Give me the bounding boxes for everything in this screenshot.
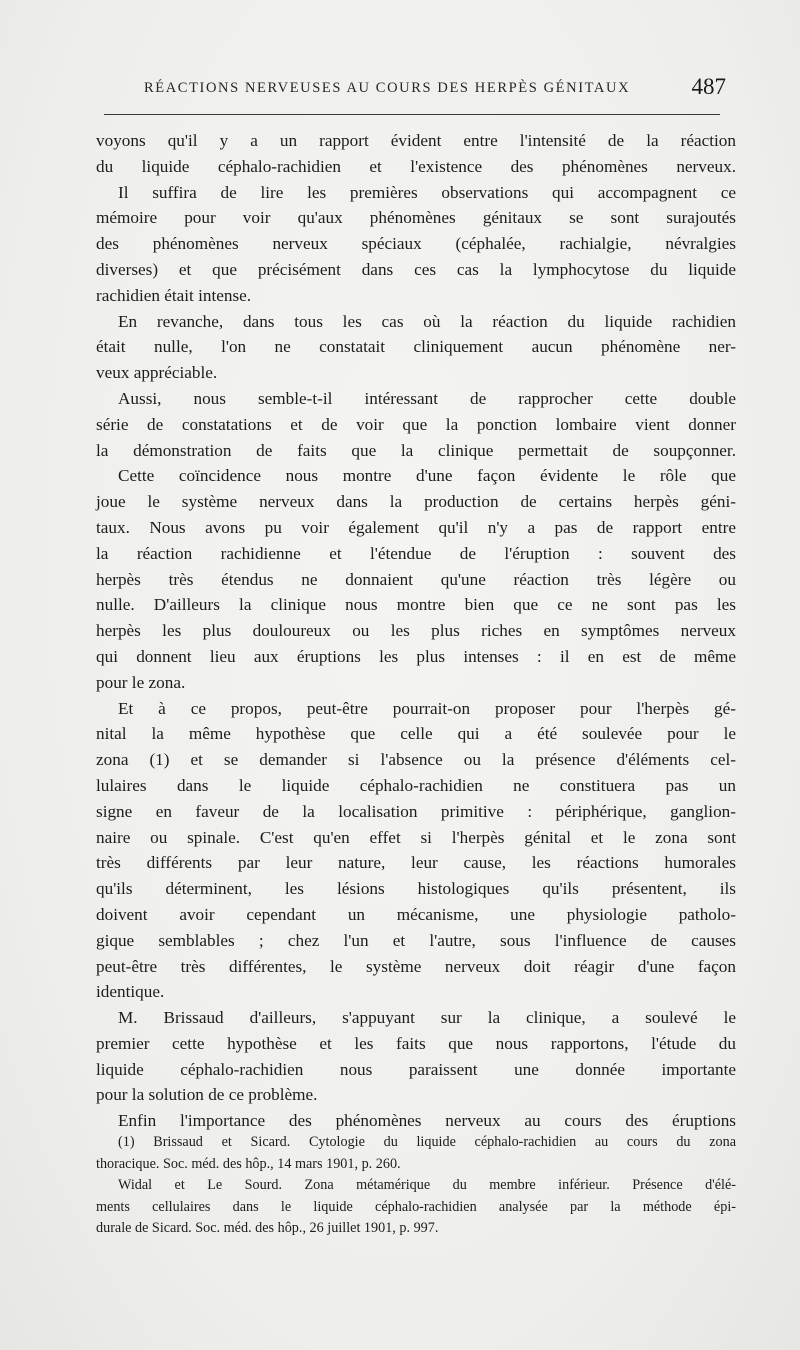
text-line: premier cette hypothèse et les faits que nous rapportons, l'étude du [96,1033,736,1053]
footnote-line: ments cellulaires dans le liquide céphalo-rachidien analysée par la méthode épi- [96,1198,736,1215]
text-line: voyons qu'il y a un rapport évident entre l'intensité de la réaction [96,131,736,150]
text-line: pour le zona. [96,672,186,692]
text-line: mémoire pour voir qu'aux phénomènes génitaux se sont surajoutés [96,208,736,228]
text-line: qui donnent lieu aux éruptions les plus intenses : il en est de même [96,646,736,666]
text-line: la réaction rachidienne et l'étendue de l'éruption : souvent des [96,543,736,563]
text-line: zona (1) et se demander si l'absence ou la présence d'éléments cel- [96,750,736,770]
text-line: taux. Nous avons pu voir également qu'il n'y a pas de rapport entre [96,517,736,537]
text-line: liquide céphalo-rachidien nous paraissent une donnée importante [96,1059,736,1079]
text-line: du liquide céphalo-rachidien et l'existence des phénomènes nerveux. [96,156,736,176]
footnote-line: durale de Sicard. Soc. méd. des hôp., 26 juillet 1901, p. 997. [96,1220,439,1236]
text-line: joue le système nerveux dans la production de certains herpès géni- [96,492,736,512]
footnotes [96,1132,736,1240]
text-line: Enfin l'importance des phénomènes nerveux au cours des éruptions [118,1111,736,1131]
text-line: peut-être très différentes, le système nerveux doit réagir d'une façon [96,956,736,976]
page-number: 487 [691,74,726,99]
text-line: naire ou spinale. C'est qu'en effet si l'herpès génital et le zona sont [96,827,736,847]
text-line: herpès les plus douloureux ou les plus riches en symptômes nerveux [96,621,736,641]
footnote-line: (1) Brissaud et Sicard. Cytologie du liquide céphalo-rachidien au cours du zona [118,1134,736,1150]
text-line: des phénomènes nerveux spéciaux (céphalée, rachialgie, névralgies [96,234,736,254]
text-line: Et à ce propos, peut-être pourrait-on proposer pour l'herpès gé- [118,698,736,718]
text-line: rachidien était intense. [96,285,252,305]
text-line: était nulle, l'on ne constatait cliniquement aucun phénomène ner- [96,337,736,357]
text-line: Aussi, nous semble-t-il intéressant de rapprocher cette double [118,388,736,408]
text-line: gique semblables ; chez l'un et l'autre, sous l'influence de causes [96,930,736,950]
text-line: veux appréciable. [96,363,218,383]
text-line: identique. [96,982,165,1002]
text-line: nulle. D'ailleurs la clinique nous montre bien que ce ne sont pas les [96,595,736,615]
text-line: qu'ils déterminent, les lésions histologiques qu'ils présentent, ils [96,879,736,899]
text-line: diverses) et que précisément dans ces cas la lymphocytose du liquide [96,259,736,279]
footnote-line: thoracique. Soc. méd. des hôp., 14 mars 1901, p. 260. [96,1155,401,1172]
text-line: Il suffira de lire les premières observations qui accompagnent ce [118,182,736,202]
text-line: nital la même hypothèse que celle qui a été soulevée pour le [96,724,736,744]
text-line: signe en faveur de la localisation primitive : périphérique, ganglion- [96,801,736,821]
text-line: série de constatations et de voir que la ponction lombaire vient donner [96,414,736,434]
text-line: Cette coïncidence nous montre d'une façon évidente le rôle que [118,466,736,486]
text-line: très différents par leur nature, leur cause, les réactions humorales [96,853,736,873]
text-line: la démonstration de faits que la clinique permettait de soupçonner. [96,440,736,460]
header-rule [104,114,720,115]
text-line: herpès très étendus ne donnaient qu'une réaction très légère ou [96,569,736,589]
running-head [92,74,732,106]
body-text [96,128,736,1134]
text-line: pour la solution de ce problème. [96,1085,318,1105]
text-line: doivent avoir cependant un mécanisme, une physiologie patholo- [96,904,736,924]
text-line: lulaires dans le liquide céphalo-rachidien ne constituera pas un [96,775,736,795]
footnote-line: Widal et Le Sourd. Zona métamérique du membre inférieur. Présence d'élé- [118,1177,736,1193]
text-line: En revanche, dans tous les cas où la réaction du liquide rachidien [118,311,736,331]
text-line: M. Brissaud d'ailleurs, s'appuyant sur la clinique, a soulevé le [118,1008,736,1028]
running-title: RÉACTIONS NERVEUSES AU COURS DES HERPÈS GÉNITAUX [144,80,631,96]
